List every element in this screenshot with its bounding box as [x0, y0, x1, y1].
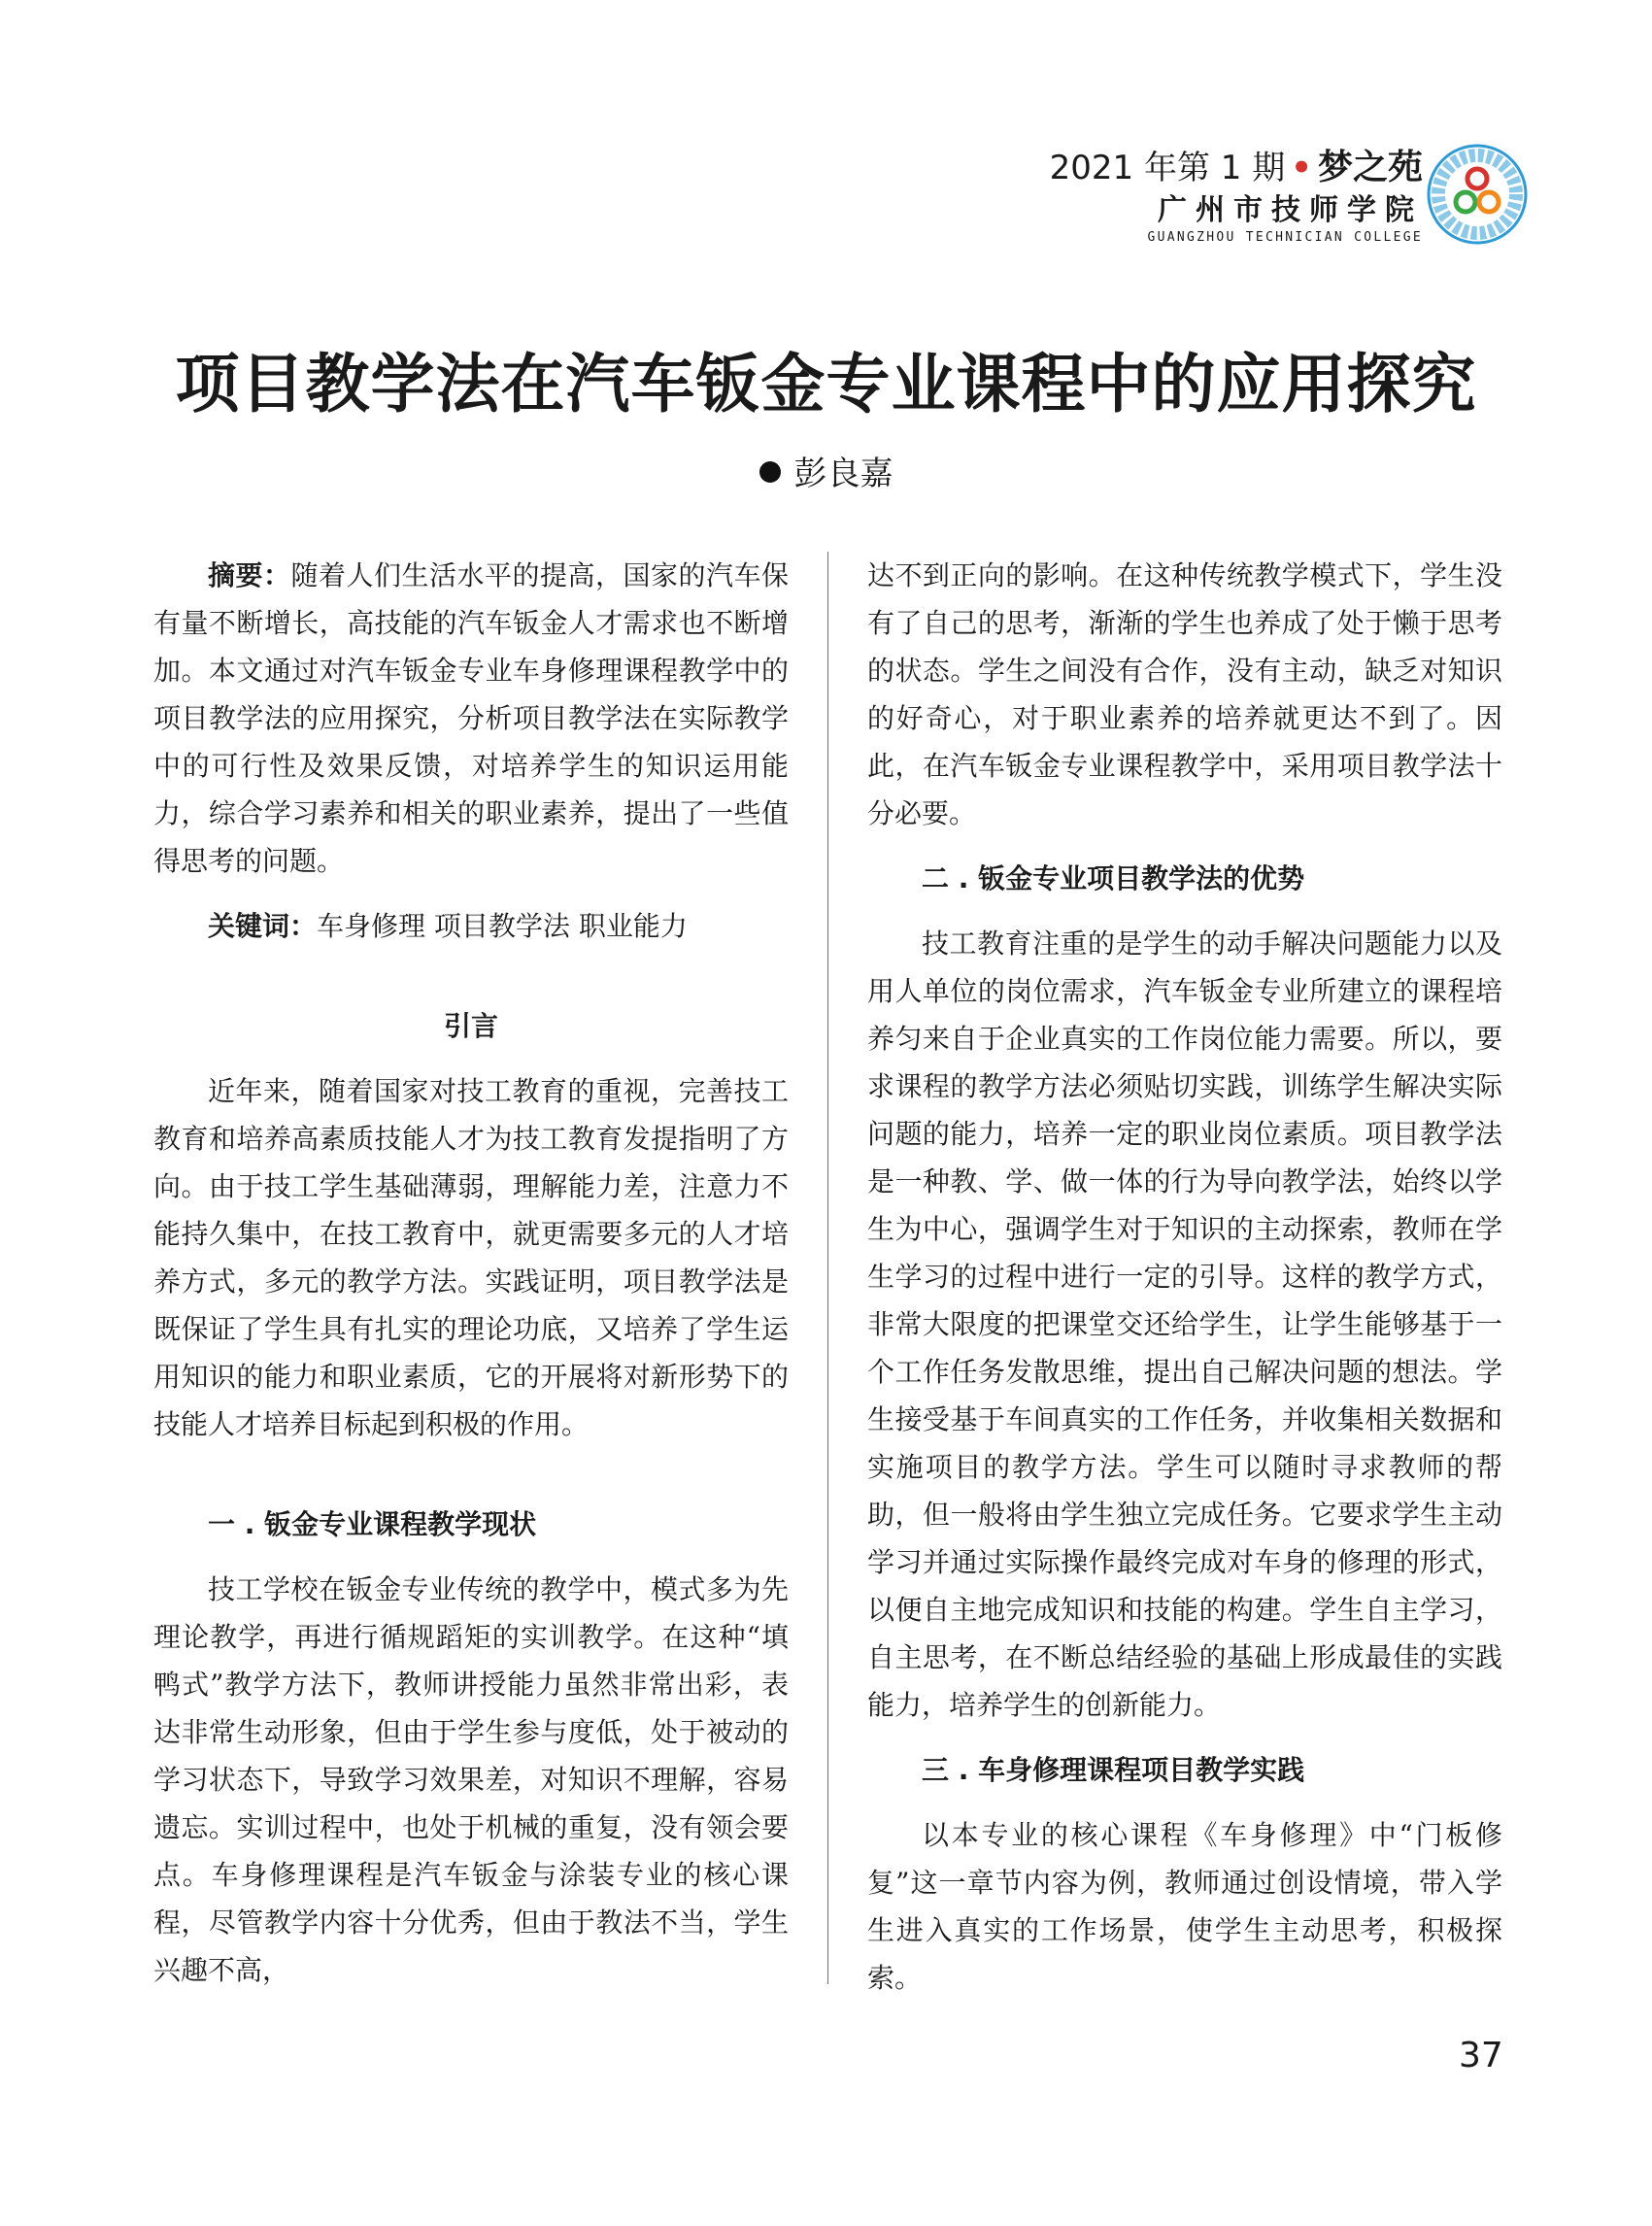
page-number: 37 — [1459, 2036, 1503, 2075]
intro-paragraph: 近年来，随着国家对技工教育的重视，完善技工教育和培养高素质技能人才为技工教育发提指明了方向。由于技工学生基础薄弱，理解能力差，注意力不能持久集中，在技工教育中，就更需要多元的人才培养方式，多元的教学方法。实践证明，项目教学法是既保证了学生具有扎实的理论功底，又培养了学生运用知识的能力和职业素质，它的开展将对新形势下的技能人才培养目标起到积极的作用。 — [153, 1075, 789, 1440]
college-logo-icon — [1427, 144, 1528, 245]
intro-heading: 引言 — [443, 1010, 498, 1042]
section3-heading: 三 . 车身修理课程项目教学实践 — [922, 1754, 1305, 1786]
journal-header — [918, 148, 1423, 246]
college-name-en: GUANGZHOU TECHNICIAN COLLEGE — [1147, 230, 1423, 245]
section1-heading: 一 . 钣金专业课程教学现状 — [208, 1508, 537, 1540]
issue-separator: • — [1291, 149, 1312, 187]
article-title: 项目教学法在汽车钣金专业课程中的应用探究 — [175, 347, 1477, 422]
section1-paragraph: 技工学校在钣金专业传统的教学中，模式多为先理论教学，再进行循规蹈矩的实训教学。在这种“填鸭式”教学方法下，教师讲授能力虽然非常出彩，表达非常生动形象，但由于学生参与度低，处于被动的学习状态下，导致学习效果差，对知识不理解，容易遗忘。实训过程中，也处于机械的重复，没有领会要点。车身修理课程是汽车钣金与涂装专业的核心课程，尽管教学内容十分优秀，但由于教法不当，学生兴趣不高， — [153, 1573, 789, 1986]
college-name-cn: 广州市技师学院 — [1158, 193, 1423, 227]
left-column — [153, 552, 789, 1994]
issue-label: 2021 年第 1 期 — [1049, 149, 1286, 187]
author-name: 彭良嘉 — [793, 455, 893, 493]
keywords-text: 车身修理 项目教学法 职业能力 — [317, 910, 688, 942]
section2-paragraph: 技工教育注重的是学生的动手解决问题能力以及用人单位的岗位需求，汽车钣金专业所建立的课程培养匀来自于企业真实的工作岗位能力需要。所以，要求课程的教学方法必须贴切实践，训练学生解决实际问题的能力，培养一定的职业岗位素质。项目教学法是一种教、学、做一体的行为导向教学法，始终以学生为中心，强调学生对于知识的主动探索，教师在学生学习的过程中进行一定的引导。这样的教学方式，非常大限度的把课堂交还给学生，让学生能够基于一个工作任务发散思维，提出自己解决问题的想法。学生接受基于车间真实的工作任务，并收集相关数据和实施项目的教学方法。学生可以随时寻求教师的帮助，但一般将由学生独立完成任务。它要求学生主动学习并通过实际操作最终完成对车身的修理的形式，以便自主地完成知识和技能的构建。学生自主学习，自主思考，在不断总结经验的基础上形成最佳的实践能力，培养学生的创新能力。 — [867, 928, 1502, 1721]
abstract-label: 摘要： — [208, 559, 291, 591]
section3-paragraph: 以本专业的核心课程《车身修理》中“门板修复”这一章节内容为例，教师通过创设情境，带入学生进入真实的工作场景，使学生主动思考，积极探索。 — [867, 1819, 1502, 1994]
column-divider — [827, 552, 828, 1984]
section1-paragraph-cont: 达不到正向的影响。在这种传统教学模式下，学生没有了自己的思考，渐渐的学生也养成了处于懒于思考的状态。学生之间没有合作，没有主动，缺乏对知识的好奇心，对于职业素养的培养就更达不到了。因此，在汽车钣金专业课程教学中，采用项目教学法十分必要。 — [867, 559, 1502, 829]
keywords-label: 关键词： — [208, 910, 318, 942]
abstract-text: 随着人们生活水平的提高，国家的汽车保有量不断增长，高技能的汽车钣金人才需求也不断增加。本文通过对汽车钣金专业车身修理课程教学中的项目教学法的应用探究，分析项目教学法在实际教学中的可行性及效果反馈，对培养学生的知识运用能力，综合学习素养和相关的职业素养，提出了一些值得思考的问题。 — [153, 559, 789, 877]
author-bullet-icon — [759, 461, 781, 483]
keywords-paragraph — [153, 902, 789, 950]
section2-heading: 二 . 钣金专业项目教学法的优势 — [922, 862, 1305, 894]
right-column — [867, 552, 1502, 2002]
journal-brand: 梦之苑 — [1317, 147, 1423, 187]
abstract-paragraph — [153, 552, 789, 885]
author-line — [0, 447, 1652, 494]
issue-line — [918, 148, 1423, 187]
